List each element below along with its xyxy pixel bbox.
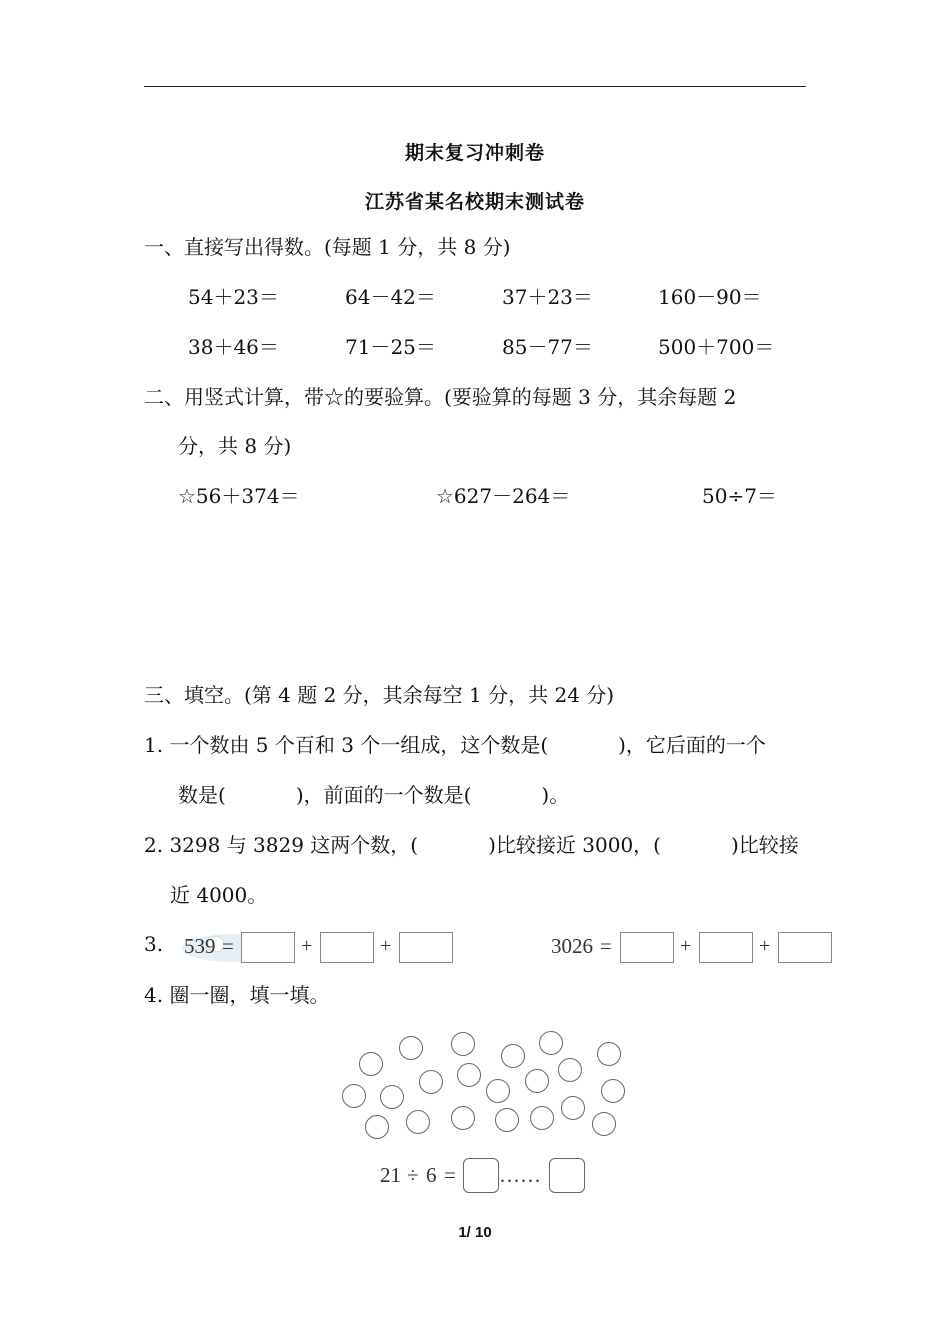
calc-item: 85－77＝	[502, 335, 593, 359]
answer-box[interactable]	[241, 932, 295, 963]
question-1-line2: 数是( )，前面的一个数是( )。	[178, 783, 570, 807]
circle	[399, 1036, 423, 1060]
calc-item: 54＋23＝	[188, 285, 279, 309]
calc-item: 64－42＝	[345, 285, 436, 309]
page-number: 1/ 10	[458, 1224, 492, 1241]
quotient-box[interactable]	[463, 1158, 499, 1193]
calc-item: 160－90＝	[658, 285, 762, 309]
circle	[359, 1052, 383, 1076]
remainder-box[interactable]	[549, 1158, 585, 1193]
decompose-number-left: 539	[184, 934, 216, 958]
answer-box[interactable]	[778, 932, 832, 963]
circle	[601, 1079, 625, 1103]
remainder-dots: ……	[499, 1163, 541, 1187]
exam-title: 期末复习冲刺卷	[404, 142, 545, 164]
circle	[525, 1069, 549, 1093]
question-2-line2: 近 4000。	[170, 883, 268, 907]
plus-sign: +	[680, 935, 692, 957]
vertical-calc-problem: ☆56＋374＝	[178, 484, 300, 508]
circle	[451, 1106, 475, 1130]
plus-sign: +	[301, 935, 313, 957]
circle	[342, 1084, 366, 1108]
question-2-line1: 2. 3298 与 3829 这两个数，( )比较接近 3000，( )比较接	[144, 833, 799, 857]
answer-box[interactable]	[320, 932, 374, 963]
answer-box[interactable]	[699, 932, 753, 963]
circle	[419, 1070, 443, 1094]
equals-sign: =	[222, 934, 234, 958]
circle	[501, 1044, 525, 1068]
calc-item: 71－25＝	[345, 335, 436, 359]
section2-heading-line2: 分，共 8 分)	[178, 434, 292, 458]
circle	[539, 1031, 563, 1055]
question-4-label: 4. 圈一圈，填一填。	[144, 983, 330, 1007]
plus-sign: +	[380, 935, 392, 957]
circle	[495, 1108, 519, 1132]
plus-sign: +	[759, 935, 771, 957]
circle	[380, 1085, 404, 1109]
header-rule	[144, 86, 806, 87]
circle	[406, 1110, 430, 1134]
question-3-label: 3.	[144, 932, 164, 956]
circle	[558, 1058, 582, 1082]
calc-item: 38＋46＝	[188, 335, 279, 359]
vertical-calc-problem: ☆627－264＝	[436, 484, 571, 508]
circle	[457, 1063, 481, 1087]
exam-subtitle: 江苏省某名校期末测试卷	[364, 191, 585, 213]
decompose-number-right: 3026	[551, 934, 593, 958]
equals-sign: =	[600, 934, 612, 958]
equals-sign: =	[444, 1163, 456, 1187]
circle	[365, 1115, 389, 1139]
circle	[592, 1112, 616, 1136]
circle	[561, 1096, 585, 1120]
section3-heading: 三、填空。(第 4 题 2 分，其余每空 1 分，共 24 分)	[144, 683, 615, 707]
circle	[597, 1042, 621, 1066]
circle	[486, 1079, 510, 1103]
section1-heading: 一、直接写出得数。(每题 1 分，共 8 分)	[144, 235, 511, 259]
calc-item: 500＋700＝	[658, 335, 775, 359]
circle	[451, 1032, 475, 1056]
vertical-calc-problem: 50÷7＝	[702, 484, 777, 508]
divide-sign: ÷	[407, 1163, 419, 1187]
dividend: 21	[380, 1163, 401, 1187]
section2-heading-line1: 二、用竖式计算，带☆的要验算。(要验算的每题 3 分，其余每题 2	[144, 385, 737, 409]
divisor: 6	[426, 1163, 437, 1187]
answer-box[interactable]	[399, 932, 453, 963]
answer-box[interactable]	[620, 932, 674, 963]
circle	[530, 1106, 554, 1130]
calc-item: 37＋23＝	[502, 285, 593, 309]
question-1-line1: 1. 一个数由 5 个百和 3 个一组成，这个数是( )，它后面的一个	[144, 733, 766, 757]
